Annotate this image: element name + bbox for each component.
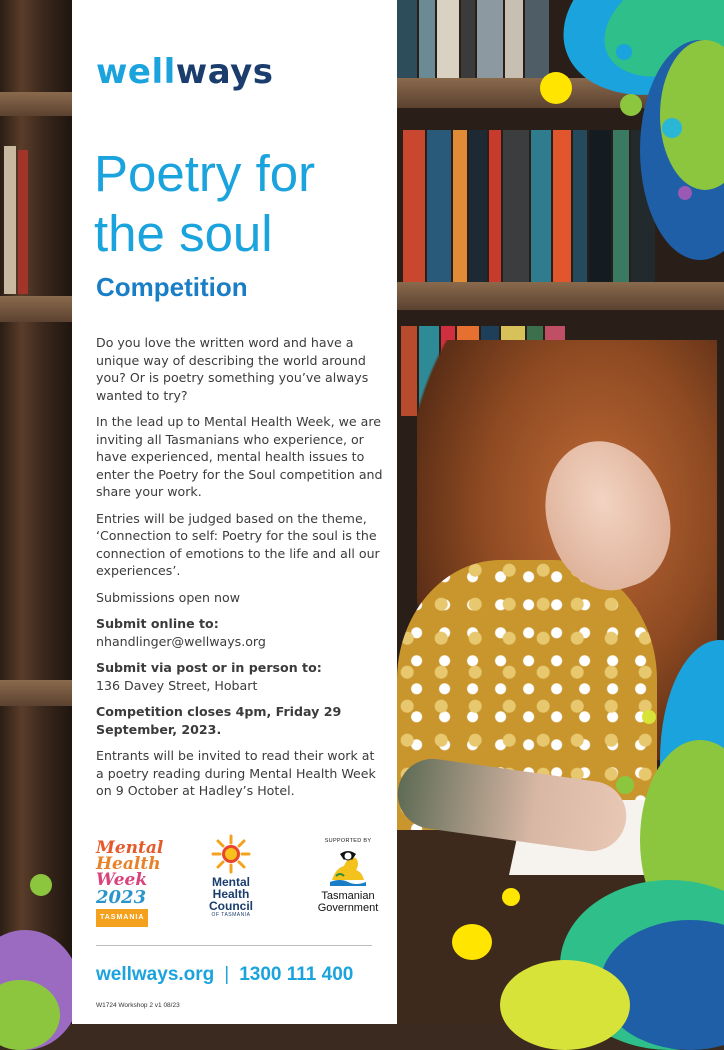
mental-health-council-logo	[200, 834, 262, 918]
decorative-dot	[642, 710, 656, 724]
divider	[96, 945, 372, 946]
content-panel	[72, 0, 397, 1024]
body-text	[96, 334, 386, 809]
contact-separator: |	[224, 964, 230, 985]
decorative-dot	[620, 94, 642, 116]
title-line-1: Poetry for	[94, 145, 316, 202]
shelf	[0, 296, 72, 322]
tasgov-line-2: Government	[317, 902, 379, 914]
background-photo-left	[0, 0, 72, 1024]
invitation-paragraph: In the lead up to Mental Health Week, we are inviting all Tasmanians who experience, or have experienced, mental health issues to enter the Poetry for the Soul competition and share your work.	[96, 414, 383, 499]
mhc-line-3: Council	[209, 899, 253, 913]
tasgov-line-1: Tasmanian	[321, 890, 375, 902]
mhw-state: TASMANIA	[96, 909, 148, 927]
closing-date	[96, 703, 386, 738]
decorative-dot	[662, 118, 682, 138]
logo-part-well: well	[96, 52, 176, 92]
decorative-blob	[500, 960, 630, 1050]
tasmanian-tiger-emblem-icon	[326, 846, 370, 890]
shelf	[0, 680, 72, 706]
website-link[interactable]: wellways.org	[96, 964, 215, 985]
document-code: W1724 Workshop 2 v1 08/23	[96, 1002, 180, 1009]
tasmanian-government-logo	[310, 838, 386, 914]
decorative-dot	[502, 888, 520, 906]
decorative-dot	[616, 776, 634, 794]
shelf	[0, 92, 72, 116]
mhw-line-3: Week	[96, 870, 148, 890]
decorative-dot	[30, 874, 52, 896]
decorative-dot	[452, 924, 492, 960]
mhw-year: 2023	[96, 887, 147, 908]
partner-logos	[96, 832, 386, 932]
mhc-line-2: Health	[212, 887, 250, 901]
submit-post-block	[96, 659, 386, 694]
mhc-sub: OF TASMANIA	[211, 912, 251, 918]
title-line-2: the soul	[94, 205, 273, 262]
intro-paragraph: Do you love the written word and have a unique way of describing the world around you? Or is poetry something you’ve always wanted to try?	[96, 335, 369, 403]
submit-post-label: Submit via post or in person to:	[96, 660, 322, 675]
submit-post-address: 136 Davey Street, Hobart	[96, 677, 258, 693]
mhw-line-2: Health	[96, 854, 161, 874]
theme-paragraph: Entries will be judged based on the theme, ‘Connection to self: Poetry for the soul is the connection of emotions to the life and all our experiences’.	[96, 510, 380, 578]
mhw-line-1: Mental	[96, 838, 164, 858]
wellways-logo	[96, 52, 274, 92]
shelf	[397, 282, 724, 310]
supported-by-label: SUPPORTED BY	[324, 838, 372, 844]
submit-online-email[interactable]: nhandlinger@wellways.org	[96, 633, 266, 649]
page-subtitle: Competition	[96, 272, 248, 302]
decorative-dot	[540, 72, 572, 104]
contact-line	[96, 964, 353, 986]
logo-part-ways: ways	[175, 52, 274, 92]
submit-online-block	[96, 615, 386, 650]
mental-health-week-logo	[96, 838, 164, 927]
decorative-dot	[678, 186, 692, 200]
submissions-status: Submissions open now	[96, 589, 241, 605]
book	[4, 146, 16, 294]
submit-online-label: Submit online to:	[96, 616, 219, 631]
book	[18, 150, 28, 294]
reading-paragraph: Entrants will be invited to read their work at a poetry reading during Mental Health Week on 9 October at Hadley’s Hotel.	[96, 748, 376, 798]
page-title	[94, 144, 394, 264]
mhc-line-1: Mental	[211, 875, 250, 889]
closing-date-text: Competition closes 4pm, Friday 29 September, 2023.	[96, 704, 342, 737]
sun-icon	[211, 834, 251, 874]
decorative-dot	[616, 44, 632, 60]
phone-number[interactable]: 1300 111 400	[239, 964, 354, 985]
